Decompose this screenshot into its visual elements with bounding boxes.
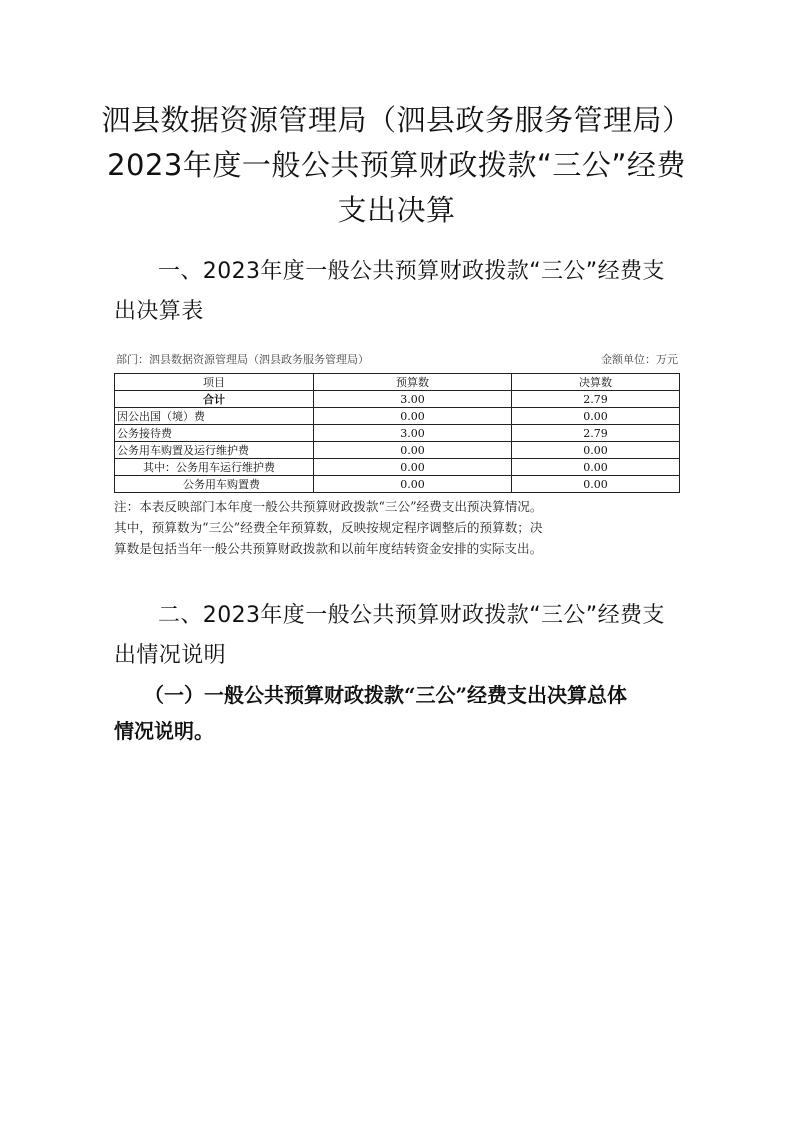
note-line-2: 其中，预算数为“三公”经费全年预算数，反映按规定程序调整后的预算数；决 [114,520,543,535]
row-actual: 2.79 [512,391,680,408]
section-2-line-2: 出情况说明 [114,643,227,668]
section-2-line-1: 二、2023年度一般公共预算财政拨款“三公”经费支 [158,603,665,628]
section-1-line-2: 出决算表 [114,299,204,324]
note-line-3: 算数是包括当年一般公共预算财政拨款和以前年度结转资金安排的实际支出。 [114,541,543,556]
header-budget: 预算数 [314,374,512,391]
row-actual: 0.00 [512,476,680,493]
department-label: 部门：泗县数据资源管理局（泗县政务服务管理局） [116,353,369,366]
title-line-3: 支出决算 [337,193,456,227]
document-title [0,98,793,233]
table-row [115,442,680,459]
table-meta [116,351,678,367]
row-label: 公务接待费 [115,425,314,442]
section-heading-2 [114,596,679,676]
row-label: 公务用车购置费 [115,476,314,493]
row-budget: 3.00 [314,391,512,408]
row-budget: 3.00 [314,425,512,442]
unit-label: 金额单位：万元 [601,353,678,366]
row-label: 合计 [115,391,314,408]
subsection-heading-1 [114,677,684,749]
note-line-1: 注：本表反映部门本年度一般公共预算财政拨款“三公”经费支出预决算情况。 [114,499,543,514]
header-item: 项目 [115,374,314,391]
title-line-1: 泗县数据资源管理局（泗县政务服务管理局） [101,103,692,137]
row-budget: 0.00 [314,476,512,493]
title-line-2: 2023年度一般公共预算财政拨款“三公”经费 [107,148,686,182]
table-header-row [115,374,680,391]
subsection-1-line-1: （一）一般公共预算财政拨款“三公”经费支出决算总体 [144,683,628,707]
row-actual: 2.79 [512,425,680,442]
row-budget: 0.00 [314,408,512,425]
row-actual: 0.00 [512,459,680,476]
header-actual: 决算数 [512,374,680,391]
table-row [115,459,680,476]
row-label: 公务用车购置及运行维护费 [115,442,314,459]
row-budget: 0.00 [314,459,512,476]
row-actual: 0.00 [512,442,680,459]
row-budget: 0.00 [314,442,512,459]
subsection-1-line-2: 情况说明。 [114,719,214,743]
table-row-total [115,391,680,408]
table-row [115,425,680,442]
section-1-line-1: 一、2023年度一般公共预算财政拨款“三公”经费支 [158,259,665,284]
budget-table [114,373,680,493]
row-actual: 0.00 [512,408,680,425]
table-row [115,408,680,425]
section-heading-1 [114,252,679,332]
row-label: 因公出国（境）费 [115,408,314,425]
table-note [114,496,684,559]
row-label: 其中：公务用车运行维护费 [115,459,314,476]
table-row [115,476,680,493]
